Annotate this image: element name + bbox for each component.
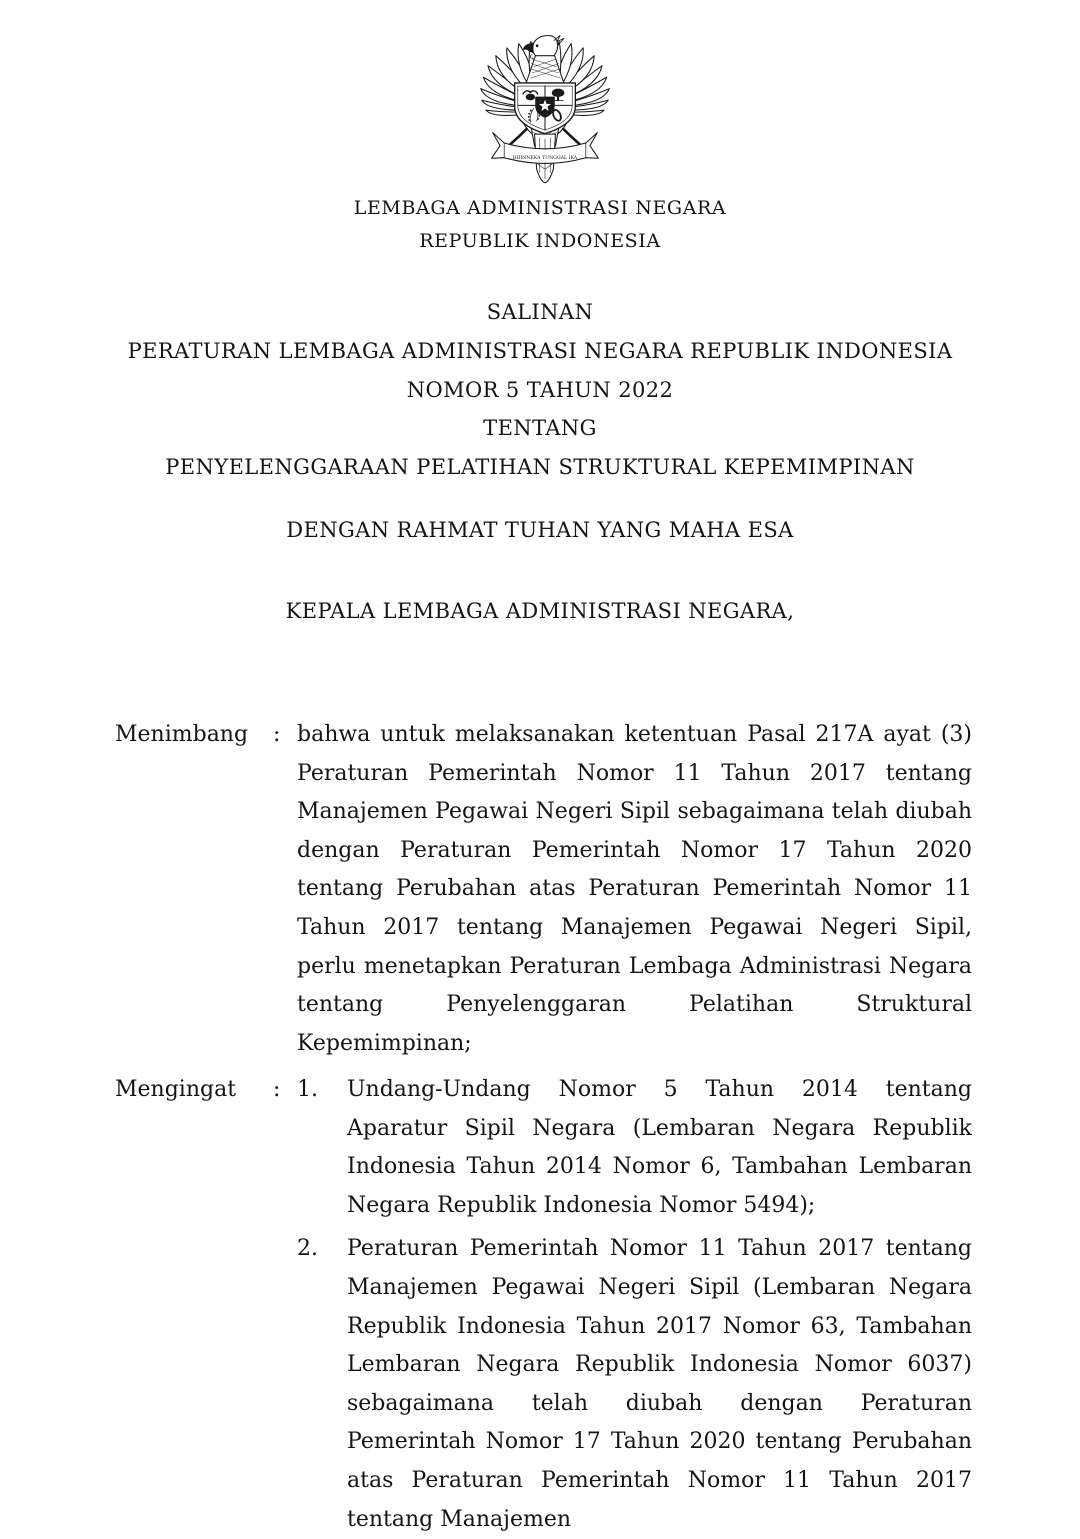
regulation-title: PERATURAN LEMBAGA ADMINISTRASI NEGARA REPUBLIK INDONESIA [127, 338, 953, 363]
motto-text: BHINNEKA TUNGGAL IKA [512, 156, 578, 162]
garuda-eye [536, 44, 539, 47]
regulation-subject: PENYELENGGARAAN PELATIHAN STRUKTURAL KEPEMIMPINAN [165, 455, 915, 480]
considering-clause [115, 716, 975, 1063]
invocation-line: DENGAN RAHMAT TUHAN YANG MAHA ESA [286, 518, 794, 542]
list-item-text: Undang-Undang Nomor 5 Tahun 2014 tentang Aparatur Sipil Negara (Lembaran Negara Republik Indonesia Tahun 2014 Nomor 6, Tambahan Lembaran Negara Republik Indonesia Nomor 5494); [347, 1077, 972, 1218]
copy-label: SALINAN [486, 300, 594, 324]
list-item-text: Peraturan Pemerintah Nomor 11 Tahun 2017 tentang Manajemen Pegawai Negeri Sipil (Lembaran Negara Republik Indonesia Tahun 2017 Nomor 63, Tambahan Lembaran Negara Republik Indonesia Nomor 6037) sebagaimana telah diubah dengan Peraturan Pemerintah Nomor 17 Tahun 2020 tentang Perubahan atas Peraturan Pemerintah Nomor 11 Tahun 2017 tentang Manajemen [347, 1236, 972, 1532]
list-item-number: 1. [297, 1077, 318, 1102]
agency-country: REPUBLIK INDONESIA [419, 230, 661, 252]
recalling-colon: : [273, 1077, 281, 1102]
recalling-list [297, 1071, 972, 1539]
issuing-official-line: KEPALA LEMBAGA ADMINISTRASI NEGARA, [285, 599, 795, 623]
recalling-clause [115, 1071, 975, 1539]
list-item-number: 2. [297, 1236, 318, 1262]
considering-label: Menimbang [115, 722, 249, 747]
title-block [0, 293, 1080, 487]
considering-colon: : [273, 722, 281, 747]
regulation-number: NOMOR 5 TAHUN 2022 [406, 377, 674, 402]
list-item [297, 1071, 972, 1225]
pancasila-shield [515, 83, 576, 134]
recalling-label: Mengingat [115, 1077, 237, 1102]
considering-text: bahwa untuk melaksanakan ketentuan Pasal 217A ayat (3) Peraturan Pemerintah Nomor 11 Tahun 2017 tentang Manajemen Pegawai Negeri Sipil sebagaimana telah diubah dengan Peraturan Pemerintah Nomor 17 Tahun 2020 tentang Perubahan atas Peraturan Pemerintah Nomor 11 Tahun 2017 tentang Manajemen Pegawai Negeri Sipil, perlu menetapkan Peraturan Lembaga Administrasi Negara tentang Penyelenggaran Pelatihan Struktural Kepemimpinan; [297, 722, 972, 1056]
garuda-beak [524, 43, 533, 52]
letterhead [0, 192, 1080, 258]
list-item [297, 1230, 972, 1539]
regulation-about-label: TENTANG [483, 416, 597, 441]
garuda-pancasila-emblem [477, 32, 613, 184]
agency-name: LEMBAGA ADMINISTRASI NEGARA [353, 197, 727, 219]
